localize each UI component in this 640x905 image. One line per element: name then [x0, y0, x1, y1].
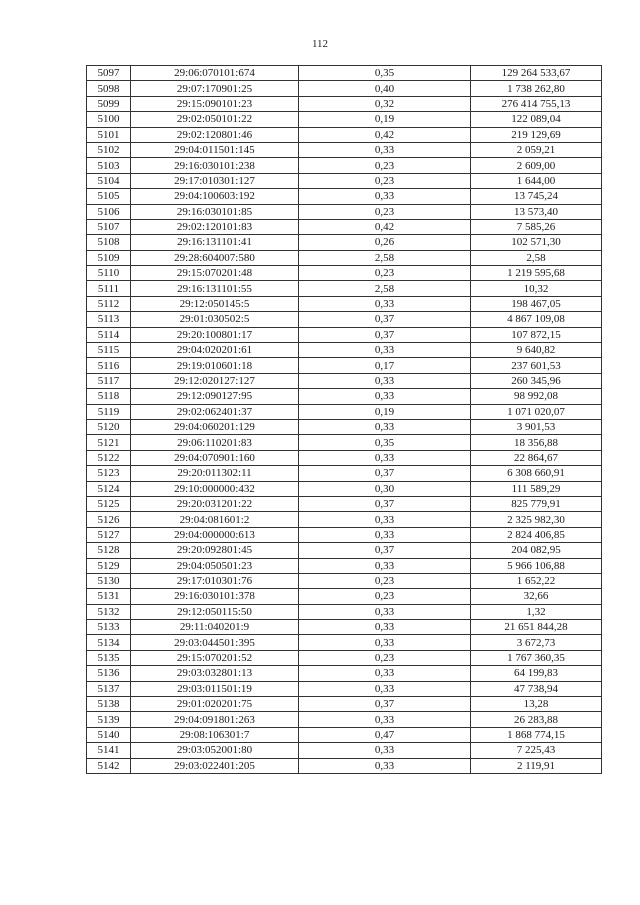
value-cell: 3 901,53	[471, 419, 602, 434]
cadastral-number-cell: 29:11:040201:9	[131, 620, 299, 635]
value-cell: 2 325 982,30	[471, 512, 602, 527]
row-number-cell: 5108	[87, 235, 131, 250]
row-number-cell: 5117	[87, 373, 131, 388]
value-cell: 18 356,88	[471, 435, 602, 450]
coefficient-cell: 0,23	[299, 573, 471, 588]
row-number-cell: 5118	[87, 389, 131, 404]
value-cell: 10,32	[471, 281, 602, 296]
table-row	[87, 419, 602, 434]
cadastral-number-cell: 29:06:070101:674	[131, 66, 299, 81]
table-row	[87, 604, 602, 619]
row-number-cell: 5105	[87, 189, 131, 204]
value-cell: 2 119,91	[471, 758, 602, 773]
value-cell: 2 609,00	[471, 158, 602, 173]
value-cell: 111 589,29	[471, 481, 602, 496]
coefficient-cell: 0,33	[299, 666, 471, 681]
row-number-cell: 5112	[87, 296, 131, 311]
coefficient-cell: 0,30	[299, 481, 471, 496]
cadastral-number-cell: 29:12:050115:50	[131, 604, 299, 619]
table-row	[87, 112, 602, 127]
row-number-cell: 5127	[87, 527, 131, 542]
value-cell: 2,58	[471, 250, 602, 265]
coefficient-cell: 2,58	[299, 281, 471, 296]
table-row	[87, 727, 602, 742]
value-cell: 6 308 660,91	[471, 466, 602, 481]
coefficient-cell: 0,33	[299, 142, 471, 157]
cadastral-value-table	[86, 65, 602, 774]
value-cell: 3 672,73	[471, 635, 602, 650]
coefficient-cell: 0,33	[299, 758, 471, 773]
row-number-cell: 5101	[87, 127, 131, 142]
value-cell: 13 573,40	[471, 204, 602, 219]
value-cell: 1,32	[471, 604, 602, 619]
coefficient-cell: 0,33	[299, 681, 471, 696]
table-row	[87, 681, 602, 696]
table-row	[87, 527, 602, 542]
table-row	[87, 450, 602, 465]
cadastral-number-cell: 29:01:030502:5	[131, 312, 299, 327]
table-row	[87, 327, 602, 342]
coefficient-cell: 0,33	[299, 389, 471, 404]
table-row	[87, 697, 602, 712]
row-number-cell: 5142	[87, 758, 131, 773]
cadastral-number-cell: 29:10:000000:432	[131, 481, 299, 496]
cadastral-number-cell: 29:04:060201:129	[131, 419, 299, 434]
cadastral-number-cell: 29:16:030101:238	[131, 158, 299, 173]
value-cell: 102 571,30	[471, 235, 602, 250]
coefficient-cell: 0,40	[299, 81, 471, 96]
cadastral-number-cell: 29:20:092801:45	[131, 543, 299, 558]
coefficient-cell: 0,33	[299, 604, 471, 619]
cadastral-number-cell: 29:03:052001:80	[131, 743, 299, 758]
value-cell: 276 414 755,13	[471, 96, 602, 111]
row-number-cell: 5107	[87, 219, 131, 234]
coefficient-cell: 0,23	[299, 173, 471, 188]
coefficient-cell: 0,37	[299, 697, 471, 712]
row-number-cell: 5114	[87, 327, 131, 342]
cadastral-number-cell: 29:03:022401:205	[131, 758, 299, 773]
row-number-cell: 5119	[87, 404, 131, 419]
cadastral-number-cell: 29:03:032801:13	[131, 666, 299, 681]
table-row	[87, 358, 602, 373]
row-number-cell: 5104	[87, 173, 131, 188]
coefficient-cell: 0,37	[299, 496, 471, 511]
cadastral-number-cell: 29:01:020201:75	[131, 697, 299, 712]
coefficient-cell: 0,37	[299, 543, 471, 558]
cadastral-number-cell: 29:15:090101:23	[131, 96, 299, 111]
coefficient-cell: 0,37	[299, 466, 471, 481]
cadastral-number-cell: 29:12:020127:127	[131, 373, 299, 388]
table-row	[87, 173, 602, 188]
value-cell: 47 738,94	[471, 681, 602, 696]
row-number-cell: 5133	[87, 620, 131, 635]
cadastral-number-cell: 29:15:070201:52	[131, 650, 299, 665]
row-number-cell: 5120	[87, 419, 131, 434]
cadastral-number-cell: 29:16:131101:41	[131, 235, 299, 250]
table-row	[87, 343, 602, 358]
row-number-cell: 5131	[87, 589, 131, 604]
value-cell: 198 467,05	[471, 296, 602, 311]
row-number-cell: 5121	[87, 435, 131, 450]
coefficient-cell: 0,37	[299, 327, 471, 342]
row-number-cell: 5110	[87, 266, 131, 281]
value-cell: 7 585,26	[471, 219, 602, 234]
cadastral-number-cell: 29:12:050145:5	[131, 296, 299, 311]
page-number: 112	[311, 38, 329, 50]
table-row	[87, 543, 602, 558]
table-row	[87, 312, 602, 327]
table-row	[87, 512, 602, 527]
table-row	[87, 620, 602, 635]
coefficient-cell: 0,33	[299, 712, 471, 727]
table-row	[87, 758, 602, 773]
row-number-cell: 5138	[87, 697, 131, 712]
value-cell: 1 644,00	[471, 173, 602, 188]
table-row	[87, 96, 602, 111]
row-number-cell: 5126	[87, 512, 131, 527]
table-row	[87, 373, 602, 388]
coefficient-cell: 0,42	[299, 219, 471, 234]
coefficient-cell: 0,33	[299, 419, 471, 434]
coefficient-cell: 0,33	[299, 743, 471, 758]
table-row	[87, 204, 602, 219]
coefficient-cell: 0,37	[299, 312, 471, 327]
cadastral-number-cell: 29:02:062401:37	[131, 404, 299, 419]
value-cell: 260 345,96	[471, 373, 602, 388]
table-row	[87, 650, 602, 665]
value-cell: 1 767 360,35	[471, 650, 602, 665]
table-row	[87, 235, 602, 250]
row-number-cell: 5109	[87, 250, 131, 265]
cadastral-number-cell: 29:04:011501:145	[131, 142, 299, 157]
value-cell: 1 219 595,68	[471, 266, 602, 281]
cadastral-number-cell: 29:04:081601:2	[131, 512, 299, 527]
table-row	[87, 189, 602, 204]
value-cell: 13 745,24	[471, 189, 602, 204]
cadastral-number-cell: 29:20:100801:17	[131, 327, 299, 342]
coefficient-cell: 2,58	[299, 250, 471, 265]
cadastral-number-cell: 29:04:020201:61	[131, 343, 299, 358]
coefficient-cell: 0,33	[299, 189, 471, 204]
value-cell: 1 868 774,15	[471, 727, 602, 742]
table-row	[87, 481, 602, 496]
coefficient-cell: 0,33	[299, 343, 471, 358]
cadastral-number-cell: 29:08:106301:7	[131, 727, 299, 742]
value-cell: 825 779,91	[471, 496, 602, 511]
cadastral-number-cell: 29:02:120801:46	[131, 127, 299, 142]
cadastral-number-cell: 29:07:170901:25	[131, 81, 299, 96]
table-row	[87, 296, 602, 311]
row-number-cell: 5106	[87, 204, 131, 219]
coefficient-cell: 0,19	[299, 112, 471, 127]
table-row	[87, 635, 602, 650]
table-row	[87, 66, 602, 81]
cadastral-number-cell: 29:03:011501:19	[131, 681, 299, 696]
table-row	[87, 389, 602, 404]
cadastral-number-cell: 29:28:604007:580	[131, 250, 299, 265]
row-number-cell: 5128	[87, 543, 131, 558]
row-number-cell: 5098	[87, 81, 131, 96]
table-row	[87, 266, 602, 281]
coefficient-cell: 0,26	[299, 235, 471, 250]
row-number-cell: 5123	[87, 466, 131, 481]
row-number-cell: 5141	[87, 743, 131, 758]
value-cell: 2 824 406,85	[471, 527, 602, 542]
value-cell: 98 992,08	[471, 389, 602, 404]
cadastral-number-cell: 29:03:044501:395	[131, 635, 299, 650]
cadastral-number-cell: 29:16:030101:378	[131, 589, 299, 604]
value-cell: 1 652,22	[471, 573, 602, 588]
row-number-cell: 5113	[87, 312, 131, 327]
cadastral-number-cell: 29:04:091801:263	[131, 712, 299, 727]
coefficient-cell: 0,33	[299, 558, 471, 573]
value-cell: 1 071 020,07	[471, 404, 602, 419]
value-cell: 7 225,43	[471, 743, 602, 758]
row-number-cell: 5140	[87, 727, 131, 742]
row-number-cell: 5115	[87, 343, 131, 358]
cadastral-number-cell: 29:15:070201:48	[131, 266, 299, 281]
table-row	[87, 666, 602, 681]
cadastral-number-cell: 29:17:010301:127	[131, 173, 299, 188]
table-row	[87, 219, 602, 234]
row-number-cell: 5097	[87, 66, 131, 81]
value-cell: 107 872,15	[471, 327, 602, 342]
cadastral-number-cell: 29:16:131101:55	[131, 281, 299, 296]
value-cell: 9 640,82	[471, 343, 602, 358]
value-cell: 2 059,21	[471, 142, 602, 157]
table-row	[87, 496, 602, 511]
row-number-cell: 5103	[87, 158, 131, 173]
row-number-cell: 5130	[87, 573, 131, 588]
coefficient-cell: 0,23	[299, 204, 471, 219]
cadastral-number-cell: 29:19:010601:18	[131, 358, 299, 373]
coefficient-cell: 0,35	[299, 66, 471, 81]
cadastral-number-cell: 29:17:010301:76	[131, 573, 299, 588]
table-row	[87, 404, 602, 419]
value-cell: 204 082,95	[471, 543, 602, 558]
row-number-cell: 5099	[87, 96, 131, 111]
value-cell: 32,66	[471, 589, 602, 604]
value-cell: 237 601,53	[471, 358, 602, 373]
row-number-cell: 5116	[87, 358, 131, 373]
cadastral-number-cell: 29:04:100603:192	[131, 189, 299, 204]
cadastral-number-cell: 29:04:050501:23	[131, 558, 299, 573]
row-number-cell: 5102	[87, 142, 131, 157]
cadastral-number-cell: 29:04:000000:613	[131, 527, 299, 542]
coefficient-cell: 0,33	[299, 296, 471, 311]
coefficient-cell: 0,42	[299, 127, 471, 142]
value-cell: 26 283,88	[471, 712, 602, 727]
row-number-cell: 5125	[87, 496, 131, 511]
table-row	[87, 435, 602, 450]
coefficient-cell: 0,32	[299, 96, 471, 111]
value-cell: 21 651 844,28	[471, 620, 602, 635]
coefficient-cell: 0,19	[299, 404, 471, 419]
table-row	[87, 158, 602, 173]
cadastral-number-cell: 29:20:031201:22	[131, 496, 299, 511]
coefficient-cell: 0,33	[299, 373, 471, 388]
cadastral-number-cell: 29:16:030101:85	[131, 204, 299, 219]
value-cell: 22 864,67	[471, 450, 602, 465]
coefficient-cell: 0,33	[299, 512, 471, 527]
table-row	[87, 743, 602, 758]
table-body	[87, 66, 602, 774]
value-cell: 129 264 533,67	[471, 66, 602, 81]
value-cell: 122 089,04	[471, 112, 602, 127]
coefficient-cell: 0,23	[299, 589, 471, 604]
row-number-cell: 5129	[87, 558, 131, 573]
cadastral-number-cell: 29:04:070901:160	[131, 450, 299, 465]
row-number-cell: 5136	[87, 666, 131, 681]
table-row	[87, 573, 602, 588]
coefficient-cell: 0,23	[299, 158, 471, 173]
value-cell: 1 738 262,80	[471, 81, 602, 96]
table-row	[87, 589, 602, 604]
row-number-cell: 5124	[87, 481, 131, 496]
table-row	[87, 281, 602, 296]
cadastral-number-cell: 29:20:011302:11	[131, 466, 299, 481]
value-cell: 64 199,83	[471, 666, 602, 681]
coefficient-cell: 0,35	[299, 435, 471, 450]
table-row	[87, 127, 602, 142]
cadastral-number-cell: 29:02:120101:83	[131, 219, 299, 234]
table-row	[87, 712, 602, 727]
value-cell: 219 129,69	[471, 127, 602, 142]
coefficient-cell: 0,33	[299, 620, 471, 635]
coefficient-cell: 0,17	[299, 358, 471, 373]
row-number-cell: 5111	[87, 281, 131, 296]
coefficient-cell: 0,33	[299, 450, 471, 465]
row-number-cell: 5132	[87, 604, 131, 619]
value-cell: 4 867 109,08	[471, 312, 602, 327]
table-row	[87, 142, 602, 157]
value-cell: 5 966 106,88	[471, 558, 602, 573]
coefficient-cell: 0,23	[299, 266, 471, 281]
cadastral-number-cell: 29:12:090127:95	[131, 389, 299, 404]
coefficient-cell: 0,47	[299, 727, 471, 742]
table-row	[87, 81, 602, 96]
row-number-cell: 5122	[87, 450, 131, 465]
row-number-cell: 5134	[87, 635, 131, 650]
cadastral-number-cell: 29:02:050101:22	[131, 112, 299, 127]
coefficient-cell: 0,23	[299, 650, 471, 665]
table-row	[87, 466, 602, 481]
table-row	[87, 558, 602, 573]
row-number-cell: 5100	[87, 112, 131, 127]
row-number-cell: 5139	[87, 712, 131, 727]
coefficient-cell: 0,33	[299, 527, 471, 542]
table-row	[87, 250, 602, 265]
row-number-cell: 5137	[87, 681, 131, 696]
value-cell: 13,28	[471, 697, 602, 712]
coefficient-cell: 0,33	[299, 635, 471, 650]
cadastral-number-cell: 29:06:110201:83	[131, 435, 299, 450]
row-number-cell: 5135	[87, 650, 131, 665]
